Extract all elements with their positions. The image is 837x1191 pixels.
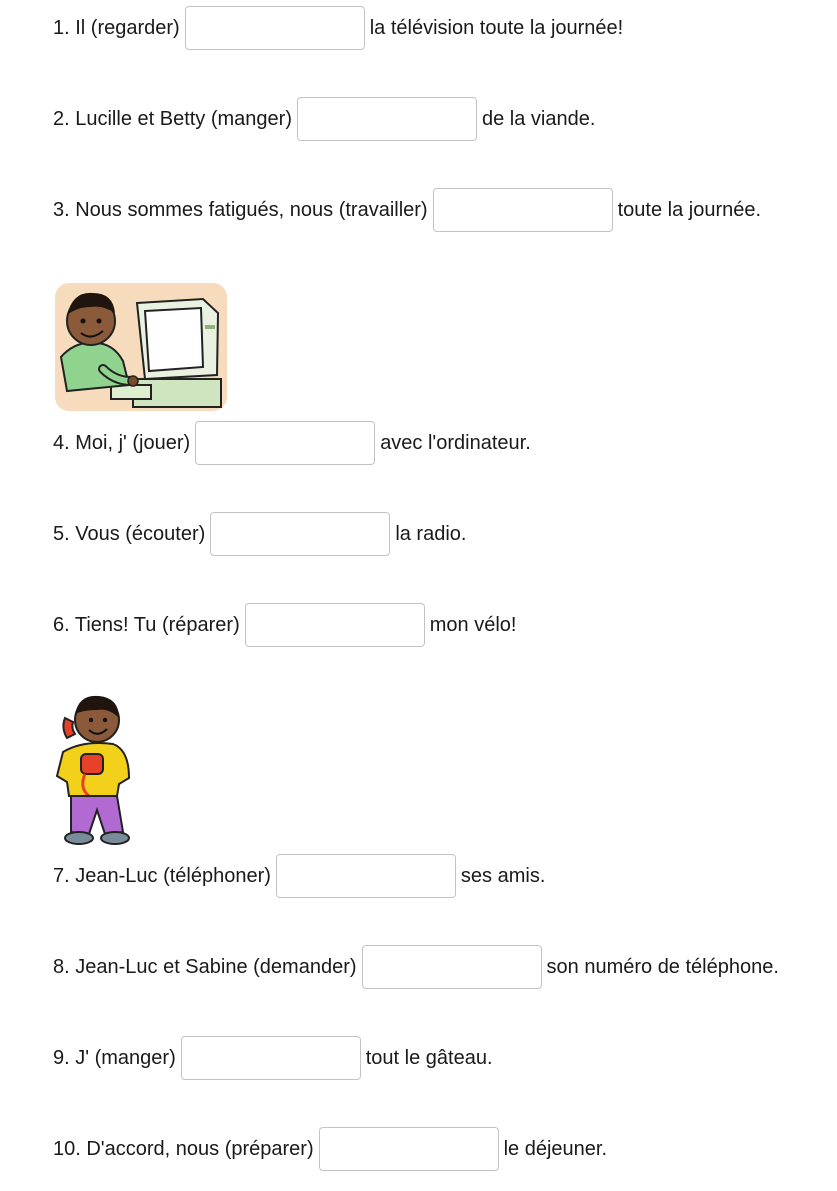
exercise-item-9 — [53, 1036, 493, 1080]
item-continuation: de la viande. — [482, 108, 596, 130]
exercise-item-3 — [53, 188, 761, 232]
exercise-item-1 — [53, 6, 623, 50]
answer-input-4[interactable] — [195, 421, 375, 465]
answer-input-5[interactable] — [210, 512, 390, 556]
item-prompt: 10. D'accord, nous (préparer) — [53, 1138, 314, 1160]
exercise-item-10 — [53, 1127, 607, 1171]
boy-at-computer-illustration — [53, 281, 229, 413]
item-prompt: 2. Lucille et Betty (manger) — [53, 108, 292, 130]
item-prompt: 5. Vous (écouter) — [53, 523, 206, 545]
answer-input-6[interactable] — [245, 603, 425, 647]
answer-input-7[interactable] — [276, 854, 456, 898]
exercise-item-4 — [53, 421, 531, 465]
item-continuation: la radio. — [395, 523, 467, 545]
exercise-item-2 — [53, 97, 595, 141]
exercise-item-6 — [53, 603, 516, 647]
answer-input-2[interactable] — [297, 97, 477, 141]
exercise-item-8 — [53, 945, 779, 989]
item-continuation: le déjeuner. — [503, 1138, 608, 1160]
item-prompt: 9. J' (manger) — [53, 1047, 176, 1069]
item-prompt: 6. Tiens! Tu (réparer) — [53, 614, 240, 636]
item-continuation: toute la journée. — [617, 199, 762, 221]
exercise-item-7 — [53, 854, 545, 898]
answer-input-9[interactable] — [181, 1036, 361, 1080]
item-prompt: 1. Il (regarder) — [53, 17, 180, 39]
exercise-item-5 — [53, 512, 466, 556]
item-prompt: 8. Jean-Luc et Sabine (demander) — [53, 956, 357, 978]
answer-input-8[interactable] — [362, 945, 542, 989]
item-continuation: la télévision toute la journée! — [369, 17, 624, 39]
answer-input-10[interactable] — [319, 1127, 499, 1171]
item-prompt: 3. Nous sommes fatigués, nous (travailler) — [53, 199, 428, 221]
item-continuation: mon vélo! — [429, 614, 517, 636]
boy-on-phone-illustration — [53, 692, 137, 850]
item-continuation: son numéro de téléphone. — [546, 956, 779, 978]
item-continuation: avec l'ordinateur. — [380, 432, 531, 454]
item-prompt: 7. Jean-Luc (téléphoner) — [53, 865, 271, 887]
answer-input-3[interactable] — [433, 188, 613, 232]
item-continuation: ses amis. — [460, 865, 546, 887]
item-prompt: 4. Moi, j' (jouer) — [53, 432, 191, 454]
item-continuation: tout le gâteau. — [365, 1047, 493, 1069]
answer-input-1[interactable] — [185, 6, 365, 50]
